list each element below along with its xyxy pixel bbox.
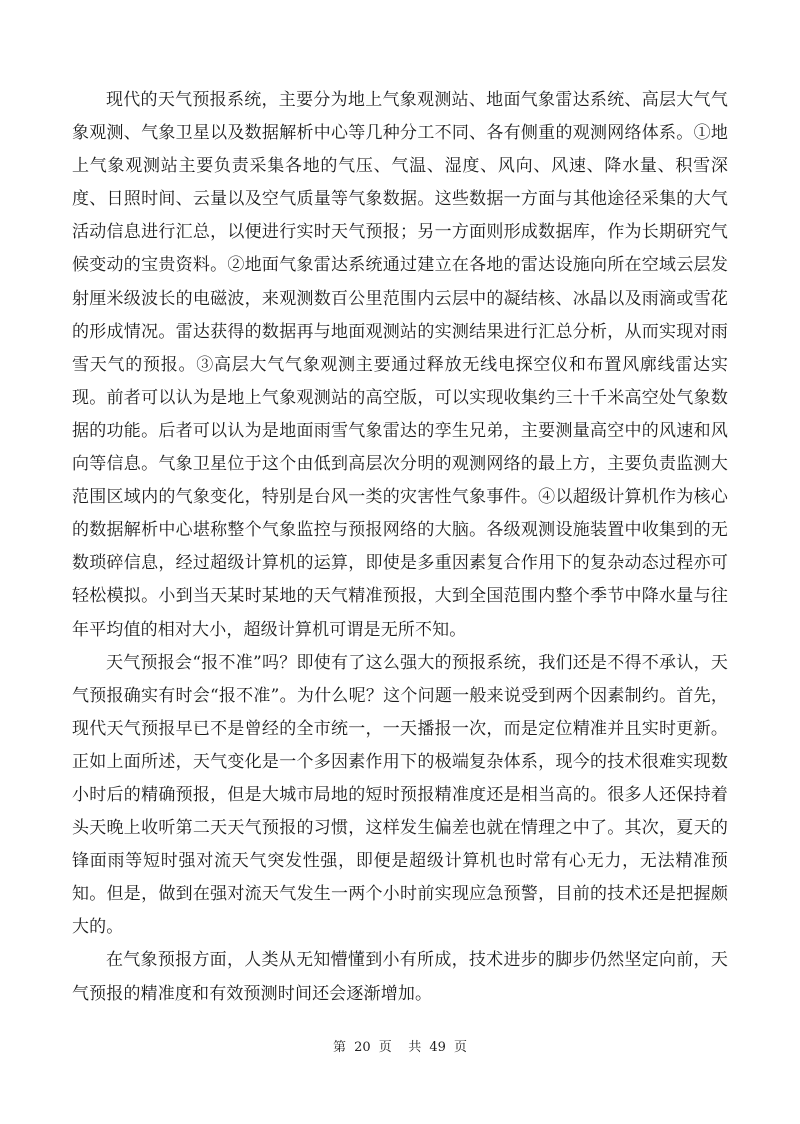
paragraph-weather-system: 现代的天气预报系统，主要分为地上气象观测站、地面气象雷达系统、高层大气气象观测、气象卫星以及数据解析中心等几种分工不同、各有侧重的观测网络体系。①地上气象观测站主要负责采集各地的气压、气温、湿度、风向、风速、降水量、积雪深度、日照时间、云量以及空气质量等气象数据。这些数据一方面与其他途径采集的大气活动信息进行汇总，以便进行实时天气预报；另一方面则形成数据库，作为长期研究气候变动的宝贵资料。②地面气象雷达系统通过建立在各地的雷达设施向所在空域云层发射厘米级波长的电磁波，来观测数百公里范围内云层中的凝结核、冰晶以及雨滴或雪花的形成情况。雷达获得的数据再与地面观测站的实测结果进行汇总分析，从而实现对雨雪天气的预报。③高层大气气象观测主要通过释放无线电探空仪和布置风廓线雷达实现。前者可以认为是地上气象观测站的高空版，可以实现收集约三十千米高空处气象数据的功能。后者可以认为是地面雨雪气象雷达的孪生兄弟，主要测量高空中的风速和风向等信息。气象卫星位于这个由低到高层次分明的观测网络的最上方，主要负责监测大范围区域内的气象变化，特别是台风一类的灾害性气象事件。④以超级计算机作为核心的数据解析中心堪称整个气象监控与预报网络的大脑。各级观测设施装置中收集到的无数琐碎信息，经过超级计算机的运算，即使是多重因素复合作用下的复杂动态过程亦可轻松模拟。小到当天某时某地的天气精准预报，大到全国范围内整个季节中降水量与往年平均值的相对大小，超级计算机可谓是无所不知。 <box>72 90 728 640</box>
total-label-prefix: 共 <box>408 1040 422 1055</box>
document-body <box>72 84 728 1011</box>
page-footer <box>0 1036 800 1055</box>
page-label-prefix: 第 <box>332 1040 346 1055</box>
paragraph-forecast-accuracy: 天气预报会“报不准”吗？即使有了这么强大的预报系统，我们还是不得不承认，天气预报确实有时会“报不准”。为什么呢？这个问题一般来说受到两个因素制约。首先，现代天气预报早已不是曾经的全市统一，一天播报一次，而是定位精准并且实时更新。正如上面所述，天气变化是一个多因素作用下的极端复杂体系，现今的技术很难实现数小时后的精确预报，但是大城市局地的短时预报精准度还是相当高的。很多人还保持着头天晚上收听第二天天气预报的习惯，这样发生偏差也就在情理之中了。其次，夏天的锋面雨等短时强对流天气突发性强，即便是超级计算机也时常有心无力，无法精准预知。但是，做到在强对流天气发生一两个小时前实现应急预警，目前的技术还是把握颇大的。 <box>72 652 728 938</box>
page-total-number: 49 <box>429 1040 446 1055</box>
total-label-suffix: 页 <box>454 1040 468 1055</box>
page-label-suffix: 页 <box>378 1040 392 1055</box>
paragraph-conclusion: 在气象预报方面，人类从无知懵懂到小有所成，技术进步的脚步仍然坚定向前，天气预报的精准度和有效预测时间还会逐渐增加。 <box>72 950 728 1004</box>
page-current-number: 20 <box>354 1040 371 1055</box>
